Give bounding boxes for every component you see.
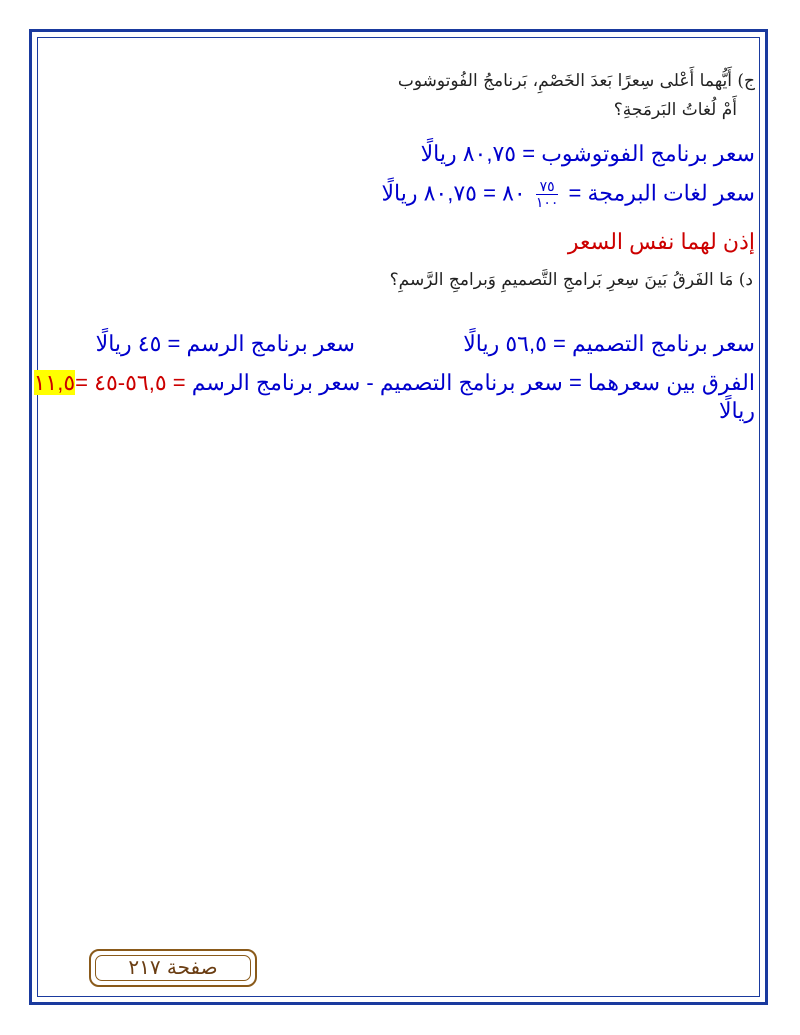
difference-text: الفرق بين سعرهما = سعر برنامج التصميم - سعر برنامج الرسم <box>191 370 755 395</box>
fraction <box>536 179 559 210</box>
difference-unit: ريالًا <box>719 398 755 423</box>
programming-price-suffix: ٨٠ = ٨٠,٧٥ ريالًا <box>381 180 526 206</box>
answer-design-price: سعر برنامج التصميم = ٥٦,٥ ريالًا <box>463 331 755 356</box>
answer-drawing-price: سعر برنامج الرسم = ٤٥ ريالًا <box>95 331 355 356</box>
page-number-label: صفحة ٢١٧ <box>128 955 218 979</box>
question-d: د) مَا الفَرقُ بَينَ سِعرِ بَرامجِ التَّصميمِ وَبرامجِ الرَّسمِ؟ <box>389 270 753 290</box>
answer-c-conclusion: إذن لهما نفس السعر <box>567 229 755 254</box>
question-c-line2: أَمْ لُغاتُ البَرمَجةِ؟ <box>613 100 737 120</box>
answer-programming-price <box>381 179 755 210</box>
page-border <box>29 29 768 1005</box>
answer-difference <box>34 370 755 396</box>
question-c-line1: ج) أَيُّهما أَعْلى سِعرًا بَعدَ الخَصْمِ، بَرنامجُ الفُوتوشوب <box>397 71 755 91</box>
programming-price-prefix: سعر لغات البرمجة = <box>568 180 755 206</box>
difference-calc: = ٥٦,٥-٤٥ = <box>75 370 192 395</box>
page-number-badge <box>89 949 257 987</box>
difference-result: ١١,٥ <box>33 370 76 395</box>
fraction-numerator: ٧٥ <box>536 179 559 195</box>
answer-photoshop-price: سعر برنامج الفوتوشوب = ٨٠,٧٥ ريالًا <box>420 141 755 166</box>
fraction-denominator: ١٠٠ <box>535 194 559 210</box>
